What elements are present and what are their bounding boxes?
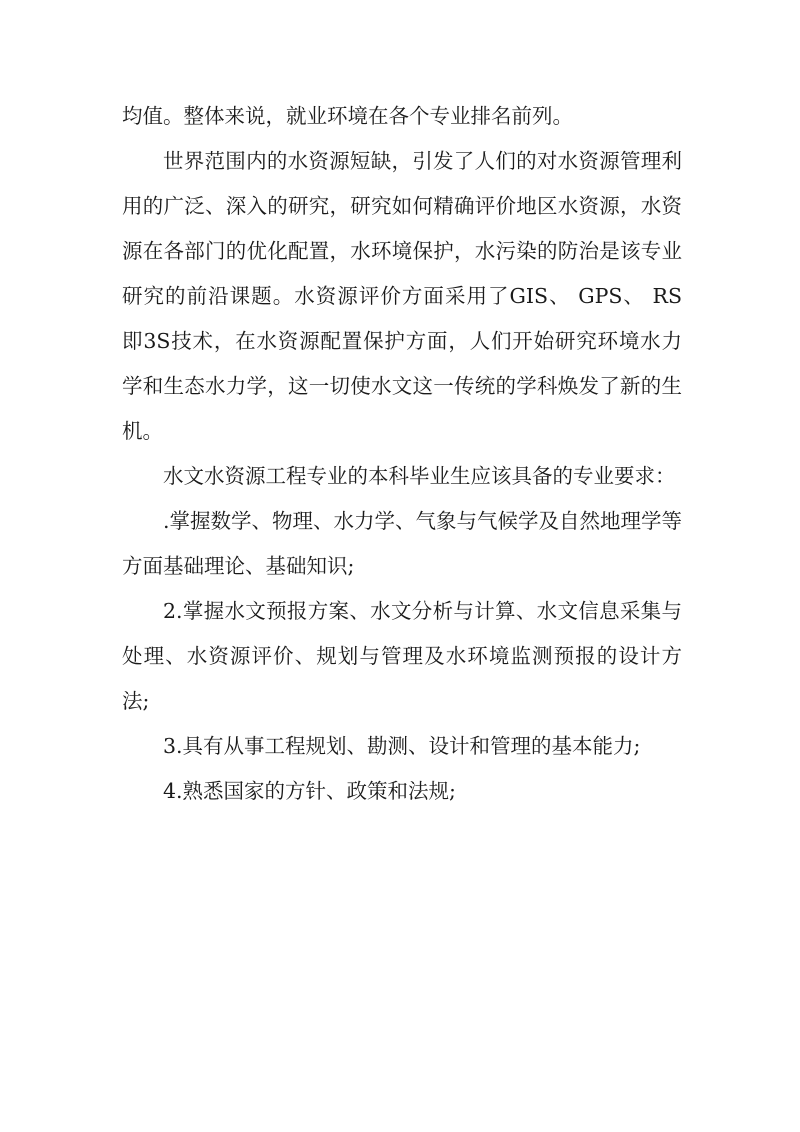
requirement-item-1: .掌握数学、物理、水力学、气象与气候学及自然地理学等方面基础理论、基础知识;	[122, 509, 683, 578]
paragraph-research-overview: 世界范围内的水资源短缺，引发了人们的对水资源管理利用的广泛、深入的研究，研究如何精确评价地区水资源，水资源在各部门的优化配置，水环境保护，水污染的防治是该专业研究的前沿课题。水资源评价方面采用了GIS、 GPS、 RS 即3S技术，在水资源配置保护方面，人们开始研究环境水力学和生态水力学，这一切使水文这一传统的学科焕发了新的生机。	[122, 149, 682, 443]
document-body	[122, 94, 682, 814]
requirement-item-3: 3.具有从事工程规划、勘测、设计和管理的基本能力;	[163, 734, 641, 758]
paragraph-employment-summary: 均值。整体来说，就业环境在各个专业排名前列。	[122, 104, 573, 128]
requirement-item-4: 4.熟悉国家的方针、政策和法规;	[163, 779, 456, 803]
requirement-item-2: 2.掌握水文预报方案、水文分析与计算、水文信息采集与处理、水资源评价、规划与管理及水环境监测预报的设计方法;	[122, 599, 682, 713]
paragraph-requirements-intro: 水文水资源工程专业的本科毕业生应该具备的专业要求：	[163, 464, 676, 488]
